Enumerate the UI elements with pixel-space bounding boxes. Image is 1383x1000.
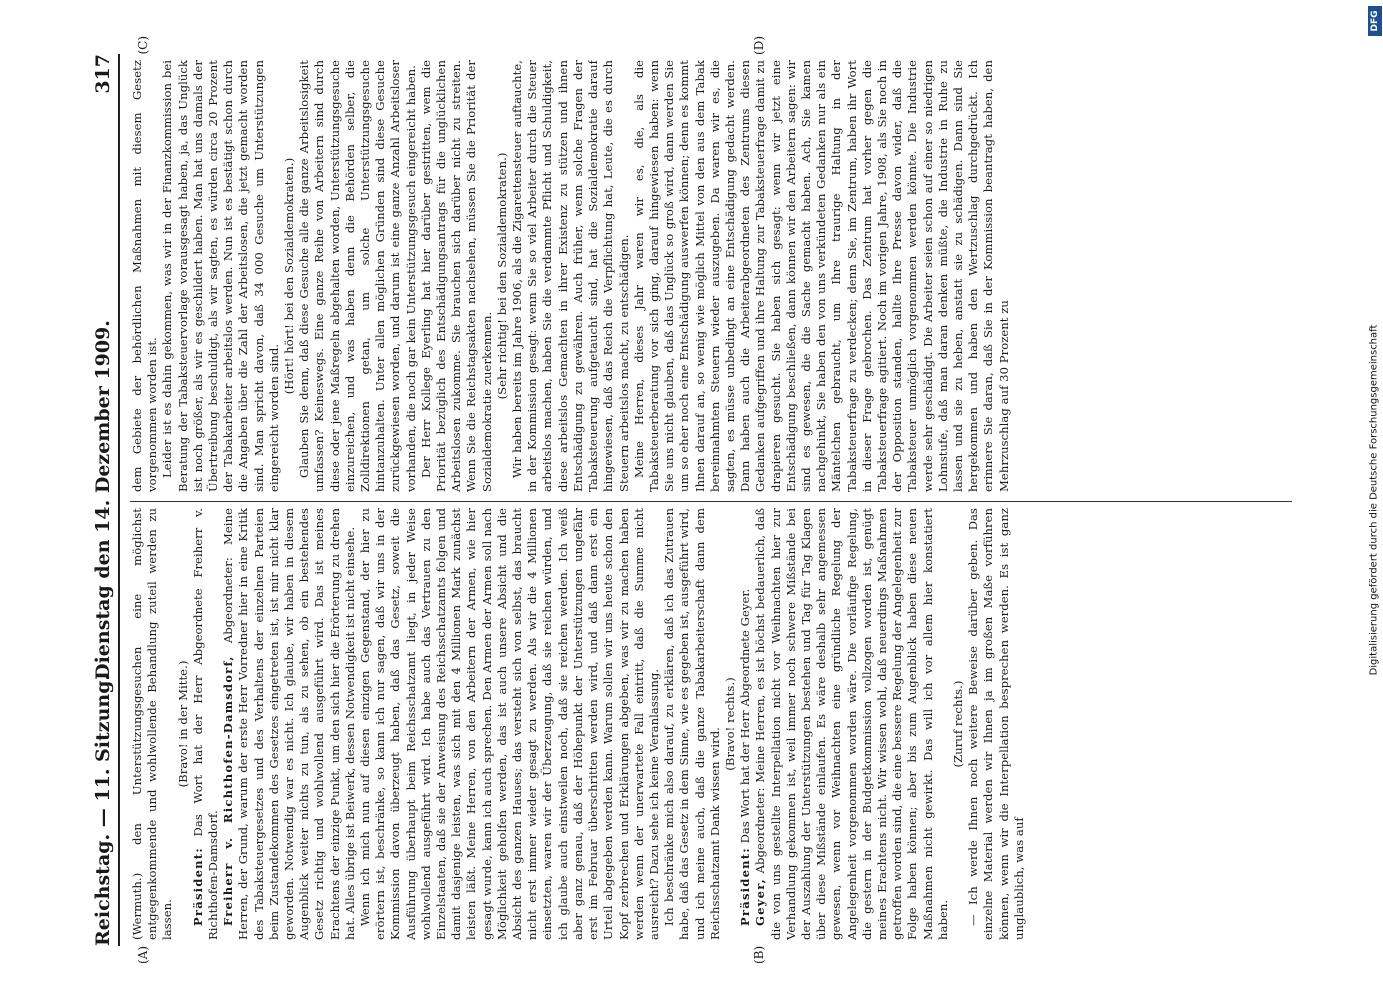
right-column	[130, 60, 1292, 492]
margin-marker-a: (A)	[135, 945, 150, 964]
page-header	[90, 54, 120, 946]
paragraph	[190, 508, 220, 940]
paragraph	[358, 508, 662, 940]
paragraph-text: (Hört! hört! bei den Sozialdemokraten.)	[281, 157, 296, 395]
paragraph-text: (Bravo! in der Mitte.)	[175, 660, 190, 788]
speaker-name: Geyer,	[752, 878, 767, 926]
paragraph-text: Wir haben bereits im Jahre 1906, als die Zigarettensteuer auftauchte, in der Kommission gesagt: wenn Sie so viel Arbeiter durch die Steuer arbeitslos machen, haben Sie die verdammte Pflicht und Schuldigkeit, diese arbeitslos Gemachten in ihrer Existenz zu stützen und ihnen Entschädigung zu gewähren. Auch früher, wenn solche Fragen der Tabaksteuerung aufgetaucht sind, hat die Sozialdemokratie darauf hingewiesen, daß das Reich die Verpflichtung hat, Leute, die es durch Steuern arbeitslos macht, zu entschädigen.	[509, 60, 630, 492]
speaker-name: Freiherr v. Richthofen-Damsdorf,	[220, 655, 235, 926]
paragraph-text: (Sehr richtig! bei den Sozialdemokraten.)	[494, 152, 509, 400]
paragraph-text: Meine Herren, dieses Jahr waren wir es, die, als die Tabaksteuerberatung vor sich ging, darauf hingewiesen haben: wenn Sie uns nicht glauben, daß das Unglück so groß wird, dann werden Sie um so eher noch eine Entschädigung auswerfen können; denn es kommt Ihnen darauf an, so wenig wie möglich Mittel von den aus dem Tabak bereinnahmten Steuern wieder auszugeben. Da waren wir es, die sagten, es müsse unbedingt an eine Entschädigung gedacht werden. Dann haben auch die Arbeiterabgeordneten des Zentrums diesen Gedanken aufgegriffen und ihre Haltung zur Tabaksteuerfrage damit zu drapieren gesucht. Sie haben sich gesagt: wenn wir jetzt eine Entschädigung beschließen, dann können wir den Arbeitern sagen: wir sind es gewesen, die die Sache gemacht haben. Ach, Sie kamen nachgehinkt, Sie haben den von uns verkündeten Gedanken nur als ein Mäntelchen gebraucht, um Ihre traurige Haltung in der Tabaksteuerfrage zu verdecken; denn Sie, im Zentrum, haben ihr Wort in dieser Frage gebrochen. Das Zentrum hat vorher gegen die Tabaksteuerfrage agitiert. Noch im vorigen Jahre, 1908, als Sie noch in der Opposition standen, hallte Ihre Presse davon wider, daß die Tabaksteuer unmöglich vorgenommen werden könnte. Die Industrie werde sehr geschädigt. Die Arbeiter seien schon auf einer so niedrigen Lohnstufe, daß man daran denken müßte, die Industrie in Ruhe zu lassen und sie zu heben, anstatt sie zu schädigen. Dann sind Sie hergekommen und haben den Wertzuschlag durchgedrückt. Ich erinnere Sie daran, daß Sie in der Kommission beantragt haben, den Mehrzuschlag auf 30 Prozent zu	[631, 60, 1011, 492]
paragraph	[418, 60, 494, 492]
paragraph-text: Abgeordneter: Meine Herren, es ist höchst bedauerlich, daß die von uns gestellte Interpellation nicht vor Weihnachten hier zur Verhandlung gekommen ist, weil immer noch schwere Mißstände bei der Auszahlung der Unterstützungen bestehen und Tag für Tag Klagen über diese Mißstände einlaufen. Es wäre deshalb sehr angemessen gewesen, wenn vor Weihnachten eine gründliche Regelung der Angelegenheit vorgenommen worden wäre. Die vorläufige Regelung, die gestern in der Budgetkommission vollzogen worden ist, genügt meines Erachtens nicht. Wir wissen wohl, daß neuerdings Maßnahmen getroffen worden sind, die eine bessere Regelung der Angelegenheit zur Folge haben können; aber bis zum Augenblick haben diese neuen Maßnahmen nicht gewirkt. Das will ich vor allem hier konstatiert haben.	[752, 508, 950, 940]
dfg-logo-text: DFG	[1370, 10, 1380, 32]
page-number: 317	[91, 54, 114, 94]
paragraph-text: Das Wort hat der Herr Abgeordnete Freiherr v. Richthofen-Damsdorf.	[190, 508, 220, 940]
paragraph	[950, 508, 965, 940]
paragraph-text: dem Gebiete der behördlichen Maßnahmen mit diesem Gesetz vorgenommen worden ist.	[129, 60, 159, 492]
paragraph	[130, 60, 160, 492]
paragraph	[510, 60, 632, 492]
paragraph-text: (Bravo! rechts.)	[722, 677, 737, 771]
margin-marker-c: (C)	[135, 36, 150, 55]
paragraph	[966, 508, 1027, 940]
margin-marker-d: (D)	[751, 36, 766, 55]
paragraph	[130, 508, 176, 940]
paragraph-text: Das Wort hat der Herr Abgeordnete Geyer.	[737, 588, 752, 848]
margin-marker-b: (B)	[751, 945, 766, 964]
paragraph	[722, 508, 737, 940]
paragraph-text: Leider ist es dahin gekommen, was wir in der Finanzkommission bei Beratung der Tabaksteuervorlage vorausgesagt haben, ja, das Unglück ist noch größer, als wir es geschildert haben. Man hat uns damals der Übertreibung beschuldigt, als wir sagten, es würden circa 20 Prozent der Tabakarbeiter arbeitslos werden. Nun ist es bestätigt schon durch die Angaben über die Zahl der Arbeitslosen, die jetzt gemacht worden sind. Man spricht davon, daß 34 000 Gesuche um Unterstützungen eingereicht worden sind.	[159, 60, 281, 492]
paragraph	[175, 508, 190, 940]
paragraph-text: Abgeordneter: Meine Herren, der Grund, warum der erste Herr Vorredner hier in eine Kritik des Tabaksteuergesetzes und des Verhaltens der einzelnen Parteien beim Zustandekommen des Gesetzes eingetreten ist, ist mir nicht klar geworden. Notwendig war es nicht. Ich glaube, wir haben in diesem Augenblick weiter nichts zu tun, als zu sehen, ob ein bestehendes Gesetz richtig und wohlwollend ausgeführt wird. Das ist meines Erachtens der einzige Punkt, um den sich hier die Erörterung zu drehen hat. Alles übrige ist Beiwerk, dessen Notwendigkeit ist nicht einsehe.	[220, 508, 357, 940]
paragraph-text: Der Herr Kollege Eyerling hat hier darüber gestritten, wem die Priorität bezüglich des Entschädigungsantrags für die unglücklichen Arbeitslosen zukomme. Sie brauchen sich darüber nicht zu streiten. Wenn Sie die Reichstagsakten nachsehen, müssen Sie die Priorität der Sozialdemokratie zuerkennen.	[418, 60, 494, 492]
paragraph	[221, 508, 358, 940]
paragraph-text: Glauben Sie denn, daß diese Gesuche alle die ganze Arbeitslosigkeit umfassen? Keineswegs. Eine ganze Reihe von Arbeitern sind durch diese oder jene Maßregeln abgehalten worden, Unterstützungsgesuche einzureichen, und was haben denn die Behörden selber, die Zolldirektionen getan, um solche Unterstützungsgesuche hintanzuhalten. Unter allen möglichen Gründen sind diese Gesuche zurückgewiesen worden, und darum ist eine ganze Anzahl Arbeitsloser vorhanden, die noch gar kein Unterstützungsgesuch eingereicht haben.	[296, 60, 418, 492]
paragraph	[738, 508, 753, 940]
digitization-note	[1367, 10, 1381, 990]
header-left: Reichstag. — 11. Sitzung.	[91, 673, 114, 946]
paragraph-text: — Ich werde Ihnen noch weitere Beweise darüber geben. Das einzelne Material werden wir Ihnen ja im großen Maße vorführen können, wenn wir die Interpellation besprechen werden. Es ist ganz unglaublich, was auf	[965, 508, 1026, 940]
paragraph	[282, 60, 297, 492]
paragraph-text: Ich beschränke mich also darauf, zu erklären, daß ich das Zutrauen habe, daß das Gesetz in dem Sinne, wie es gegeben ist, ausgeführt wird, und ich meine auch, daß die ganze Tabakarbeiterschaft dann dem Reichsschatzamt Dank wissen wird.	[661, 508, 722, 940]
paragraph-text: Wenn ich mich nun auf diesen einzigen Gegenstand, der hier zu erörtern ist, beschränke, so kann ich nur sagen, daß wir uns in der Kommission davon überzeugt haben, daß das Gesetz, soweit die Ausführung überhaupt beim Reichsschatzamt liegt, in jeder Weise wohlwollend ausgeführt wird. Ich habe auch das Vertrauen zu den Einzelstaaten, daß sie der Anweisung des Reichsschatzamts folgen und damit dasjenige leisten, was sich mit den 4 Millionen Mark zunächst leisten läßt. Meine Herren, von den Arbeitern der Armen, wie hier gesagt wurde, kann ich auch sprechen. Den Armen der Armen soll nach Möglichkeit geholfen werden, das ist auch unsere Absicht und die Absicht des ganzen Hauses; das versteht sich von selbst, das braucht nicht erst immer wieder gesagt zu werden. Als wir die 4 Millionen einsetzten, waren wir der Überzeugung, daß sie reichen würden, und ich glaube auch einstweilen noch, daß sie reichen werden. Ich weiß aber ganz genau, daß der Höhepunkt der Unterstützungen ungefähr erst im Februar überschritten werden wird, und daß dann erst ein Urteil abgegeben werden kann. Warum sollen wir uns heute schon den Kopf zerbrechen und Erklärungen abgeben, was wir zu machen haben werden wenn der unerwartete Fall eintritt, daß die Summe nicht ausreicht? Dazu sehe ich keine Veranlassung.	[357, 508, 661, 940]
newspaper-page	[52, 30, 1332, 970]
paragraph-text: (Wermuth.) den Unterstützungsgesuchen eine möglichst entgegenkommende und wohlwollende Behandlung zuteil werden zu lassen.	[129, 508, 174, 940]
digitization-note-text: Digitalisierung gefördert durch die Deutsche Forschungsgemeinschaft	[1368, 324, 1380, 676]
header-date: Dienstag den 14. Dezember 1909.	[91, 320, 114, 680]
left-column	[130, 508, 1292, 940]
paragraph	[494, 60, 509, 492]
paragraph	[160, 60, 282, 492]
speaker-name: Präsident:	[190, 847, 205, 926]
paragraph-text: (Zuruf rechts.)	[950, 680, 965, 768]
speaker-name: Präsident:	[737, 847, 752, 926]
paragraph	[631, 60, 1011, 492]
paragraph	[297, 60, 419, 492]
paragraph	[753, 508, 951, 940]
column-divider	[130, 501, 1292, 502]
paragraph	[662, 508, 723, 940]
